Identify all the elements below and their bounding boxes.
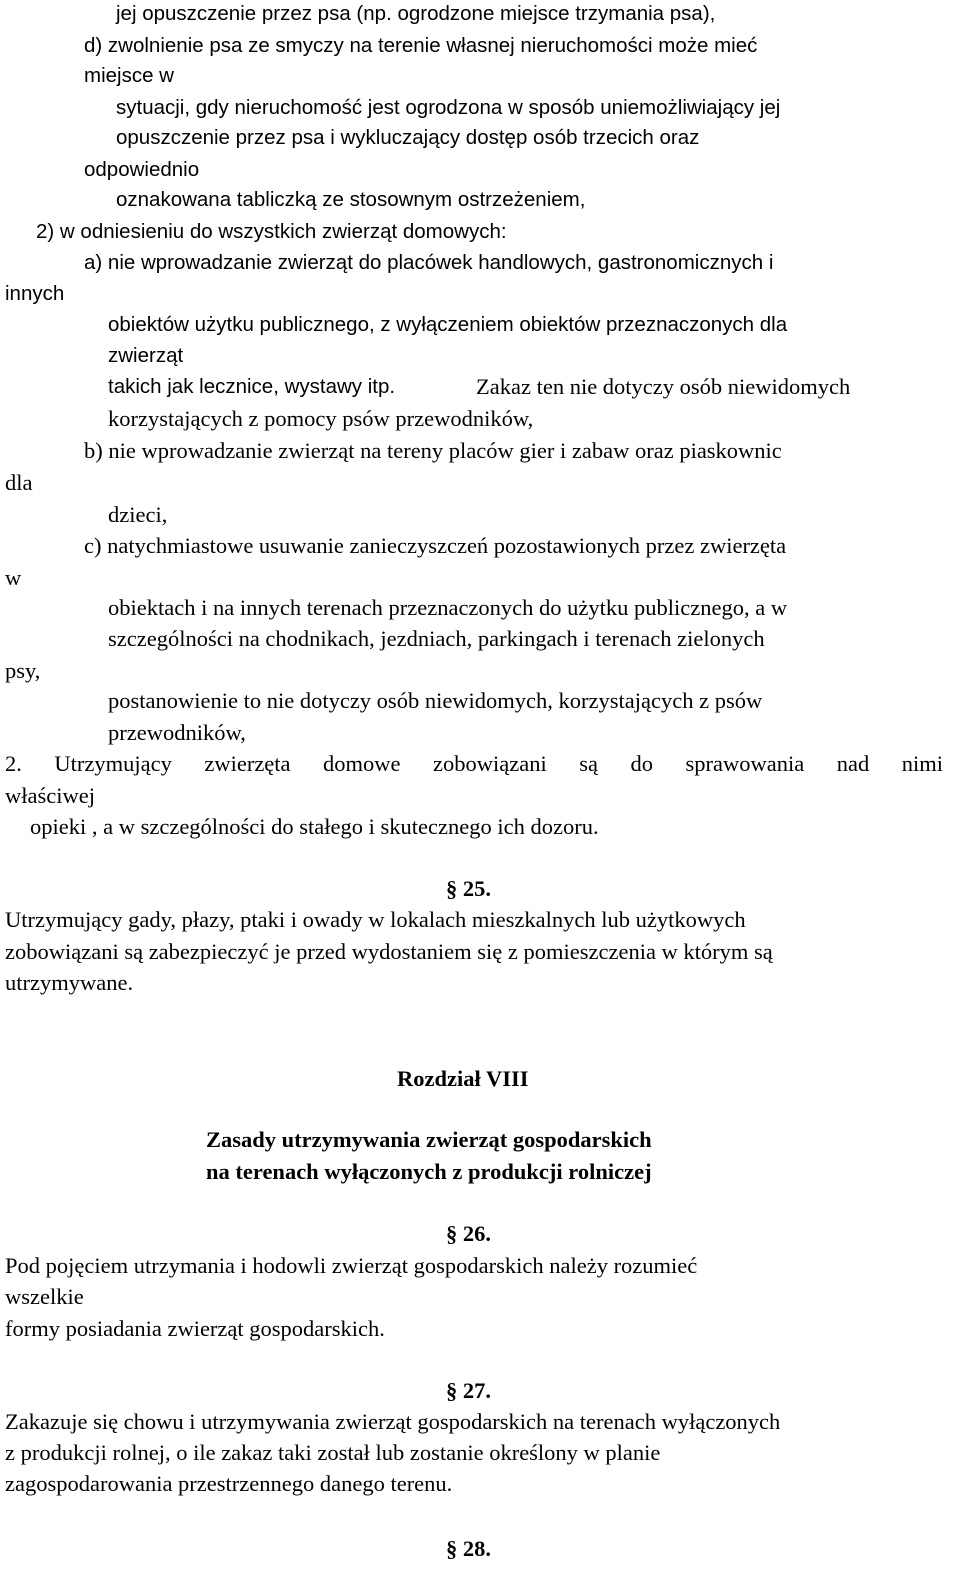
text-line: d) zwolnienie psa ze smyczy na terenie własnej nieruchomości może mieć	[84, 34, 758, 57]
text-line: innych	[5, 282, 65, 305]
text-line: dzieci,	[108, 502, 168, 527]
text-line: odpowiednio	[84, 158, 200, 181]
section-number: § 27.	[446, 1378, 491, 1403]
text-line: dla	[5, 470, 33, 495]
chapter-heading: na terenach wyłączonych z produkcji rolniczej	[206, 1159, 652, 1184]
text-line: opuszczenie przez psa i wykluczający dostęp osób trzecich oraz	[116, 126, 700, 149]
text-line: obiektów użytku publicznego, z wyłączeniem obiektów przeznaczonych dla	[108, 313, 788, 336]
text-line: wszelkie	[5, 1284, 84, 1309]
section-number: § 28.	[446, 1536, 491, 1561]
text-line: Pod pojęciem utrzymania i hodowli zwierząt gospodarskich należy rozumieć	[5, 1253, 698, 1278]
text-line: zagospodarowania przestrzennego danego terenu.	[5, 1471, 453, 1496]
text-line: c) natychmiastowe usuwanie zanieczyszczeń pozostawionych przez zwierzęta	[84, 533, 787, 558]
text-line: miejsce w	[84, 64, 174, 87]
text-line: postanowienie to nie dotyczy osób niewidomych, korzystających z psów	[108, 688, 763, 713]
text-line: 2. Utrzymujący zwierzęta domowe zobowiązani są do sprawowania nad nimi	[5, 751, 943, 776]
text-line: utrzymywane.	[5, 970, 134, 995]
text-line: zobowiązani są zabezpieczyć je przed wydostaniem się z pomieszczenia w którym są	[5, 939, 773, 964]
text-line: a) nie wprowadzanie zwierząt do placówek handlowych, gastronomicznych i	[84, 251, 774, 274]
section-number: § 25.	[446, 876, 491, 901]
text-line: szczególności na chodnikach, jezdniach, parkingach i terenach zielonych	[108, 626, 765, 651]
section-number: § 26.	[446, 1221, 491, 1246]
text-line: korzystających z pomocy psów przewodników,	[108, 406, 534, 431]
text-line: w	[5, 565, 22, 590]
text-line: Zakazuje się chowu i utrzymywania zwierząt gospodarskich na terenach wyłączonych	[5, 1409, 781, 1434]
text-line: sytuacji, gdy nieruchomość jest ogrodzona w sposób uniemożliwiający jej	[116, 96, 781, 119]
text-line: takich jak lecznice, wystawy itp.	[108, 375, 396, 398]
text-line: z produkcji rolnej, o ile zakaz taki został lub zostanie określony w planie	[5, 1440, 661, 1465]
text-line: opieki , a w szczególności do stałego i skutecznego ich dozoru.	[30, 814, 599, 839]
text-line: psy,	[5, 658, 41, 683]
text-line: jej opuszczenie przez psa (np. ogrodzone miejsce trzymania psa),	[116, 2, 716, 25]
text-line: b) nie wprowadzanie zwierząt na tereny placów gier i zabaw oraz piaskownic	[84, 438, 782, 463]
text-line: Utrzymujący gady, płazy, ptaki i owady w lokalach mieszkalnych lub użytkowych	[5, 907, 746, 932]
text-line: 2) w odniesieniu do wszystkich zwierząt domowych:	[36, 220, 507, 243]
text-line: obiektach i na innych terenach przeznaczonych do użytku publicznego, a w	[108, 595, 788, 620]
text-line: Zakaz ten nie dotyczy osób niewidomych	[476, 374, 851, 399]
text-line: formy posiadania zwierząt gospodarskich.	[5, 1316, 385, 1341]
text-line: zwierząt	[108, 344, 184, 367]
text-line: przewodników,	[108, 720, 246, 745]
text-line: oznakowana tabliczką ze stosownym ostrzeżeniem,	[116, 188, 586, 211]
text-line: właściwej	[5, 783, 95, 808]
chapter-heading: Zasady utrzymywania zwierząt gospodarskich	[206, 1127, 652, 1152]
chapter-title: Rozdział VIII	[397, 1066, 529, 1091]
